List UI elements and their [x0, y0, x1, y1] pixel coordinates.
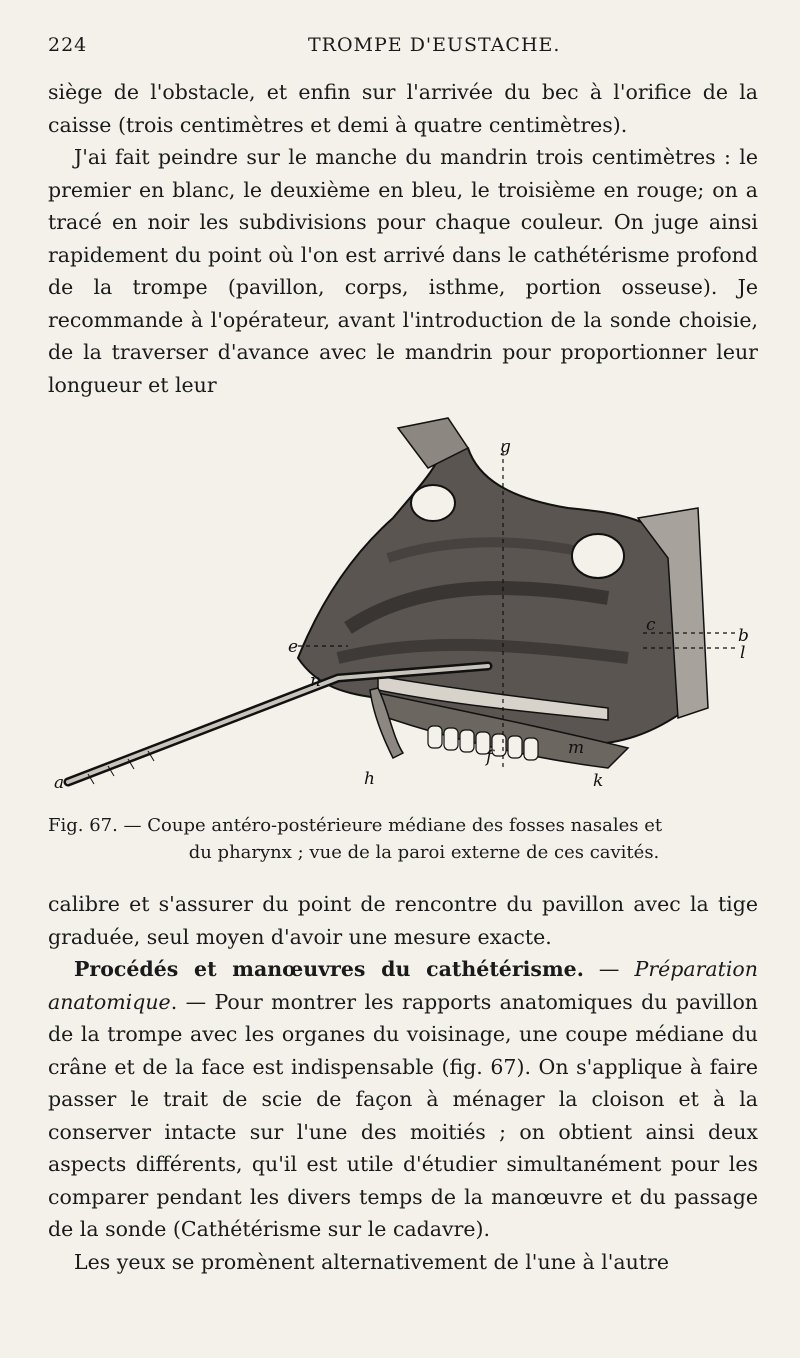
paragraph-last-line: Les yeux se promènent alternativement de l'une à l'autre: [74, 1249, 670, 1274]
section-subheading: Préparation anatomique: [48, 957, 758, 1014]
label-k: k: [593, 771, 604, 791]
bottom-text-block: [48, 888, 758, 1278]
label-g: g: [500, 437, 511, 457]
nasal-section-illustration: [48, 408, 760, 810]
top-text-block: [48, 76, 758, 401]
anatomical-figure: [48, 408, 760, 810]
label-c: c: [646, 615, 656, 635]
paragraph-procedes: [48, 953, 758, 1246]
label-l: l: [740, 643, 746, 663]
label-b: b: [738, 626, 749, 646]
paragraph-preparation: . — Pour montrer les rapports anatomiques du pavillon de la trompe avec les organes du voisinage, une coupe médiane du crâne et de la face est indispensable (fig. 67). On s'applique à faire passer le trait de scie de façon à ménager la cloison et à la conserver intacte sur l'une des moitiés ; on obtient ainsi deux aspects différents, qu'il est utile d'étudier simultanément pour les comparer pendant les divers temps de la manœuvre et du passage de la sonde (Cathétérisme sur le cadavre).: [48, 989, 758, 1241]
section-heading: Procédés et manœuvres du cathétérisme.: [74, 957, 584, 981]
label-m: m: [568, 738, 585, 758]
running-title: TROMPE D'EUSTACHE.: [308, 34, 561, 56]
caption-line-2: du pharynx ; vue de la paroi externe de ces cavités.: [188, 842, 660, 863]
paragraph-calibre: calibre et s'assurer du point de rencontre du pavillon avec la tige graduée, seul moyen d'avoir une mesure exacte.: [48, 892, 758, 949]
paragraph-mandrin: J'ai fait peindre sur le manche du mandrin trois centimètres : le premier en blanc, le deuxième en bleu, le troisième en rouge; on a tracé en noir les subdivisions pour chaque couleur. On juge ainsi rapidement du point où l'on est arrivé dans le cathétérisme profond de la trompe (pavillon, corps, isthme, portion osseuse). Je recommande à l'opérateur, avant l'introduction de la sonde choisie, de la traverser d'avance avec le mandrin pour proportionner leur longueur et leur: [48, 145, 758, 397]
heading-dash: —: [583, 957, 635, 981]
page-number: 224: [48, 34, 88, 56]
label-a: a: [54, 773, 65, 793]
label-f: f: [486, 747, 493, 767]
label-h: h: [364, 769, 375, 789]
caption-line-1: Fig. 67. — Coupe antéro-postérieure médiane des fosses nasales et: [48, 815, 663, 836]
figure-caption: [48, 812, 760, 866]
paragraph-continuation: siège de l'obstacle, et enfin sur l'arrivée du bec à l'orifice de la caisse (trois centimètres et demi à quatre centimètres).: [48, 80, 758, 137]
label-e: e: [288, 637, 299, 657]
page-header: [48, 30, 758, 60]
label-n: n: [310, 671, 321, 691]
